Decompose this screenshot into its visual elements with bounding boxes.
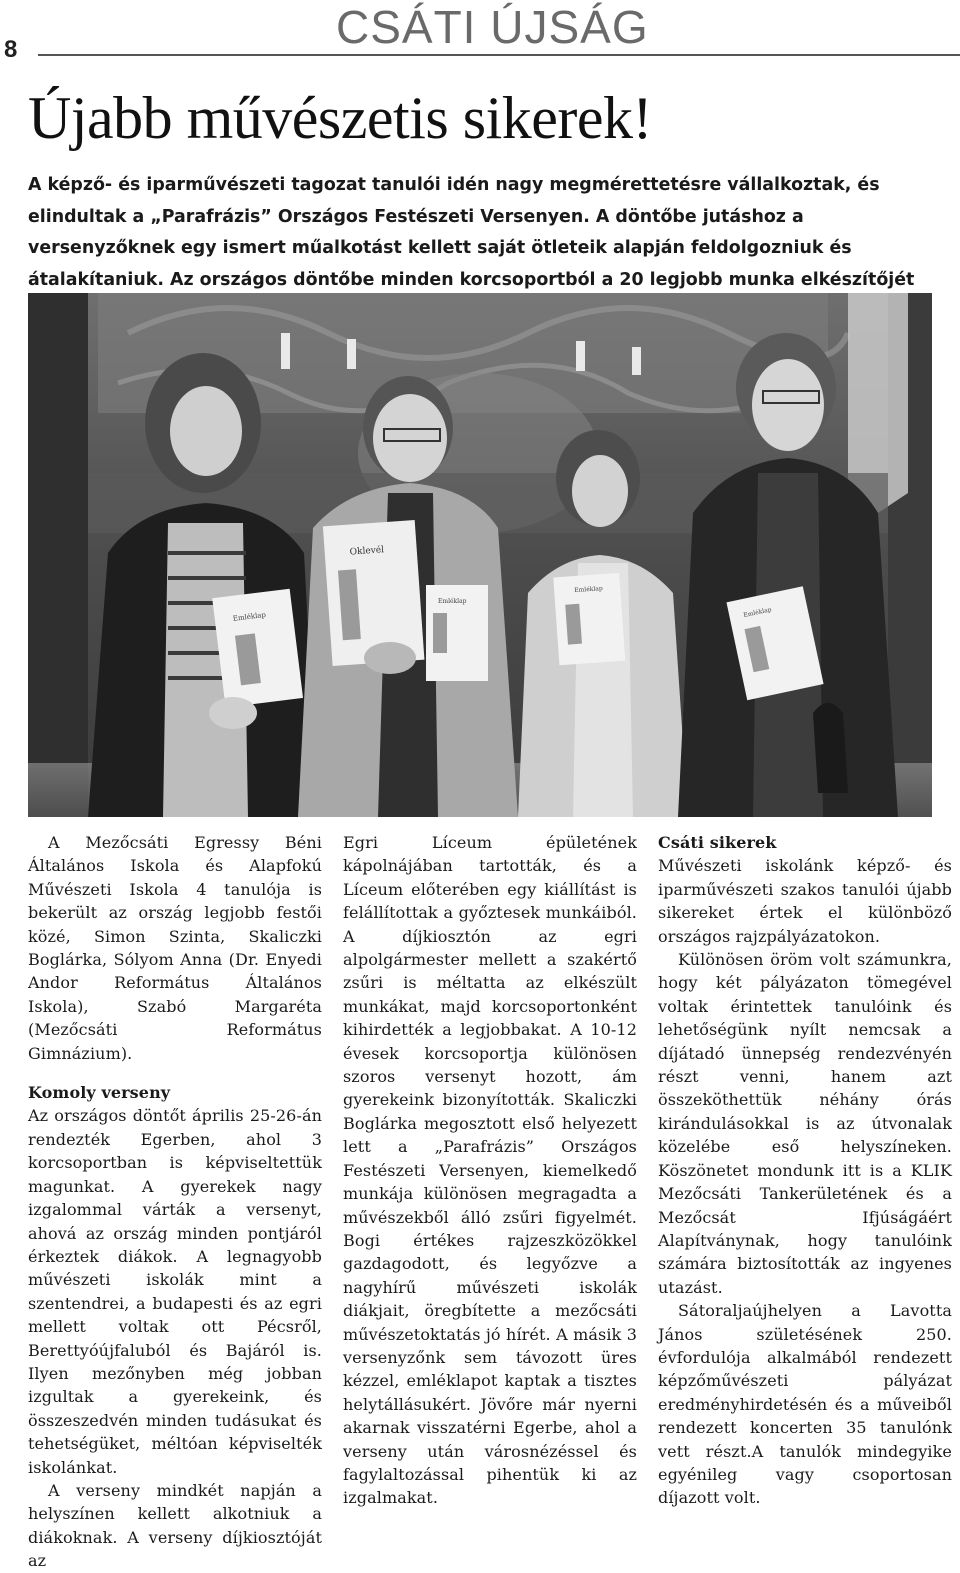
certificate-title: Oklevél [349,545,385,558]
paragraph: Különösen öröm volt számunkra, hogy két pályázaton tömegével voltak érintettek tanulóink és lehetőségünk nyílt nemcsak a díjátadó ünnepség rendezvényén részt venni, hanem azt összeköthettük néhány órás kirándulásokkal is az útvonalak közelébe eső helyszíneken. Köszönetet mondunk itt is a KLIK Mezőcsáti Tankerületének és a Mezőcsát Ifjúságáért Alapítványnak, hogy tanulóink számára biztosították az ingyenes utazást. [658,950,952,1297]
header-rule [38,54,960,56]
masthead-title: CSÁTI ÚJSÁG [336,1,649,53]
card-label: Emléklap [232,610,267,623]
paragraph: Az országos döntőt április 25-26-án rendezték Egerben, ahol 3 korcsoportban is képviseltettük magunkat. A gyerekek nagy izgalommal várták a versenyt, ahová az ország minden pontjáról érkeztek diákok. A legnagyobb művészeti iskolák mint a szentendrei, a budapesti és az egri mellett voltak ott Pécsről, Berettyóújfaluból és Bajáról is. Ilyen mezőnyben még jobban izgultak a gyerekeink, és összeszedvén minden tudásukat és tehetségüket, méltóan képviselték iskolánkat. [28,1106,322,1477]
card-label: Emléklap [742,606,773,620]
paragraph: Egri Líceum épületének kápolnájában tartották, és a Líceum előterében egy kiállítást is felállítottak a győztesek munkáiból. A díjkiosztón az egri alpolgármester mellett a szakértő zsűri is méltatta az elkészült munkákat, majd korcsoportonként kihirdették a legjobbakat. A 10-12 évesek korcsoportja különösen szoros versenyt hozott, ám gyerekeink bizonyították. Skaliczki Boglárka megosztott első helyezett lett a „Parafrázis” Országos Festészeti Versenyen, kiemelkedő munkája különösen megragadta a művészekből álló zsűri figyelmét. Bogi értékes rajzeszközökkel gazdagodott, és legyőzve a nagyhírű művészeti iskolák diákjait, öregbítette a mezőcsáti művészetoktatás jó hírét. A másik 3 versenyzőnk sem távozott üres kézzel, emléklapot kaptak a tisztes helytállásukért. Jövőre már nyerni akarnak visszatérni Egerbe, ahol a verseny után városnézéssel és fagylaltozással pihentük ki az izgalmakat. [343,833,637,1508]
paragraph: A Mezőcsáti Egressy Béni Általános Iskola és Alapfokú Művészeti Iskola 4 tanulója is bekerült az ország legjobb festői közé, Simon Szinta, Skaliczki Boglárka, Sólyom Anna (Dr. Enyedi Andor Református Általános Iskola), Szabó Margaréta (Mezőcsáti Református Gimnázium). [28,833,322,1063]
card-label: Emléklap [574,585,603,595]
article-column-2 [343,831,637,1510]
spacer [28,1065,322,1081]
card-label: Emléklap [438,598,467,605]
article-column-3 [658,831,952,1510]
article-column-1 [28,831,322,1573]
page-number: 8 [4,36,18,63]
paragraph: Sátoraljaújhelyen a Lavotta János születésének 250. évfordulója alkalmából rendezett képzőművészeti pályázat eredményhirdetésén és a műveiből rendezett koncerten 35 tanulónk vett részt.A tanulók mindegyike egyénileg vagy csoportosan díjazott volt. [658,1301,952,1508]
article-photo [28,293,932,817]
subheading-komoly-verseny: Komoly verseny [28,1083,171,1103]
paragraph: A verseny mindkét napján a helyszínen kellett alkotniuk a diákoknak. A verseny díjkiosztóját az [28,1480,322,1571]
subheading-csati-sikerek: Csáti sikerek [658,833,777,852]
article-headline: Újabb művészetis sikerek! [28,85,652,151]
article-lead: A képző- és iparművészeti tagozat tanulói idén nagy megmérettetésre vállalkoztak, és elindultak a „Parafrázis” Országos Festészeti Versenyen. A döntőbe jutáshoz a versenyzőknek egy ismert műalkotást kellett saját ötleteik alapján feldolgozniuk és átalakítaniuk. Az országos döntőbe minden korcsoportból a 20 legjobb munka elkészítőjét [28,175,915,290]
paragraph: Művészeti iskolánk képző- és iparművészeti szakos tanulói újabb sikereket értek el különböző országos rajzpályázatokon. [658,856,952,946]
page-header [0,0,960,63]
